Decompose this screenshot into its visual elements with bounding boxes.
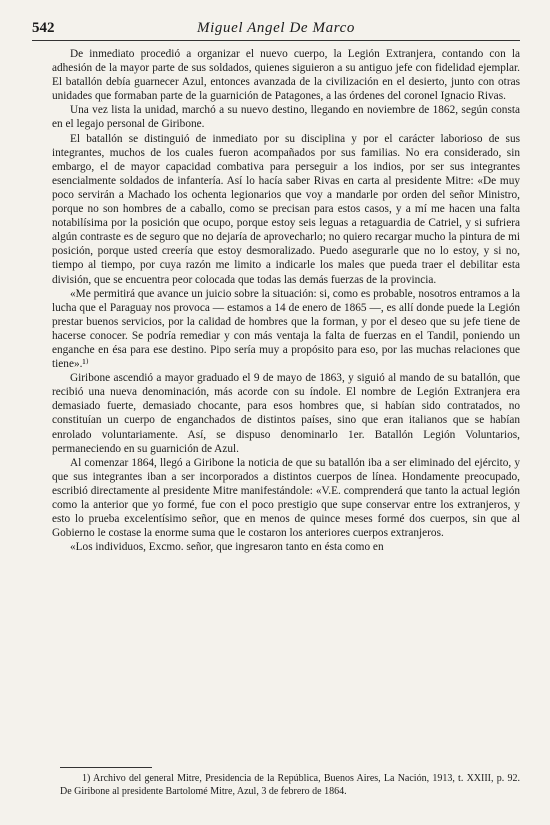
paragraph: «Me permitirá que avance un juicio sobre la situación: si, como es probable, nosotros entramos a la lucha que el Paraguay nos provoca — estamos a 14 de enero de 1865 —, es allí donde puede la Legión prestar buenos servicios, por la calidad de hombres que la forman, y por el deseo que su jefe tiene de hacerse conocer. Se podría remediar y con más ventaja la falta de fuerzas en el Tandil, poniendo un enganche en ésa para ese destino. Pipo sería muy a propósito para eso, por las muchas relaciones que tiene».¹⁾ <box>52 287 520 371</box>
paragraph: «Los individuos, Excmo. señor, que ingresaron tanto en ésta como en <box>70 541 384 554</box>
paragraph: Una vez lista la unidad, marchó a su nuevo destino, llegando en noviembre de 1862, según consta en el legajo personal de Giribone. <box>52 104 520 131</box>
footnote-rule <box>60 767 152 768</box>
body-text <box>52 47 520 554</box>
paragraph: Giribone ascendió a mayor graduado el 9 de mayo de 1863, y siguió al mando de su batallón, que recibió una nueva denominación, más acorde con su índole. El nombre de Legión Extranjera era demasiado fuerte, demasiado chocante, para esos hombres que, si habían sido contratados, no constituían un cuerpo de enganchados de distintos países, sino que eran italianos que se habían enrolado voluntariamente. Así, se dispuso denominarlo 1er. Batallón Legión Voluntarios, permaneciendo en su guarnición de Azul. <box>52 372 520 455</box>
paragraph: De inmediato procedió a organizar el nuevo cuerpo, la Legión Extranjera, contando con la adhesión de la mayor parte de sus soldados, quienes siguieron a su antiguo jefe con fidelidad ejemplar. El batallón debía guarnecer Azul, entonces avanzada de la civilización en el desierto, junto con otras unidades que formaban parte de la guarnición de Patagones, a las órdenes del coronel Ignacio Rivas. <box>52 48 520 103</box>
header-rule <box>32 40 520 41</box>
page-header <box>32 20 520 38</box>
page-number: 542 <box>32 20 55 36</box>
paragraph: El batallón se distinguió de inmediato por su disciplina y por el carácter laborioso de sus integrantes, muchos de los cuales fueron acompañados por sus familias. No era considerado, sin embargo, el de mayor capacidad combativa para perseguir a los indios, por ser sus integrantes esencialmente soldados de infantería. Así lo hacía saber Rivas en carta al presidente Mitre: «De muy poco servirán a Machado los ochenta legionarios que voy a mandarle por orden del señor Ministro, porque no son hombres de a caballo, como se precisan para estos casos, y a mí me hacen una falta notabilísima por la posición que ocupo, porque estoy seis leguas a retaguardia de Catriel, y si sufriera algún contraste es de seguro que no dejaría de aprovecharlo; no quiero recargar mucho la pintura de mi posición, porque usted creería que estoy desmoralizado. Puedo asegurarle que no lo estoy, y si no, tiempo al tiempo, por cuya razón me limito a indicarle los males que pueda traer el debilitar esta división, que se encuentra peor colocada que todas las demás fuerzas de la provincia. <box>52 132 520 286</box>
footnote: 1) Archivo del general Mitre, Presidencia de la República, Buenos Aires, La Nación, 1913, t. XXIII, p. 92. De Giribone al presidente Bartolomé Mitre, Azul, 3 de febrero de 1864. <box>60 773 520 797</box>
paragraph: Al comenzar 1864, llegó a Giribone la noticia de que su batallón iba a ser eliminado del ejército, y que sus integrantes iban a ser incorporados a distintos cuerpos de línea. Hondamente preocupado, escribió directamente al presidente Mitre manifestándole: «V.E. comprenderá que tanto la actual legión como la anterior que yo formé, fue con el poco prestigio que supe conservar entre los extranjeros, y esto lo prueba excelentísimo señor, que en menos de quince meses formé dos cuerpos, sin que al Gobierno le costase la enorme suma que le costaron los anteriores cuerpos extranjeros. <box>52 456 520 540</box>
running-title: Miguel Angel De Marco <box>197 20 355 36</box>
